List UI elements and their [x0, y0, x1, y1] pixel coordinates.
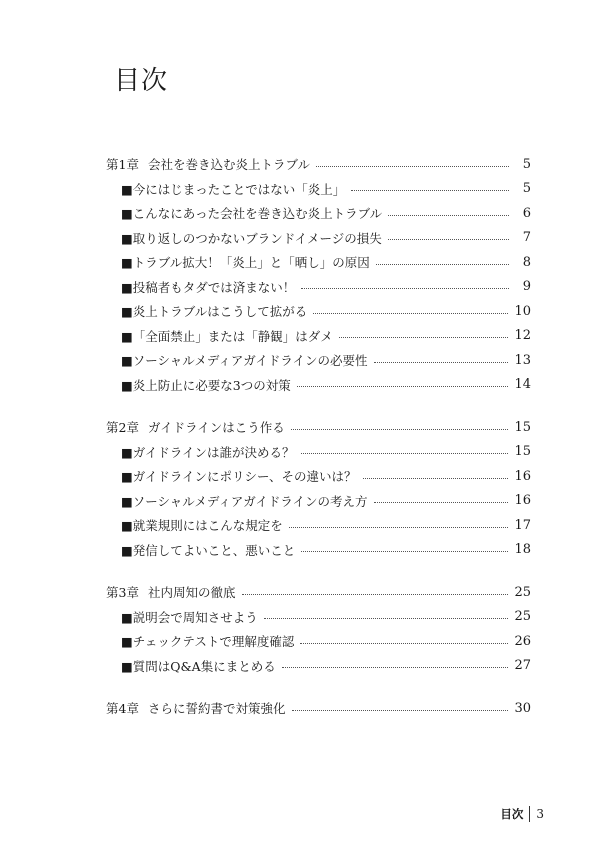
page-number: 12: [514, 328, 531, 344]
chapter-number: 第3章: [106, 585, 139, 601]
page-number: 26: [514, 633, 531, 649]
section-row[interactable]: [106, 489, 531, 514]
section-row[interactable]: [106, 275, 531, 300]
dot-leader: [313, 313, 508, 314]
chapter-title: さらに誓約書で対策強化: [148, 701, 286, 717]
dot-leader: [301, 288, 509, 289]
section-row[interactable]: [106, 464, 531, 489]
dot-leader: [388, 215, 509, 216]
section-row[interactable]: [106, 605, 531, 630]
section-row[interactable]: [106, 654, 531, 679]
page-number: 5: [522, 181, 531, 197]
dot-leader: [374, 502, 509, 503]
section-title: ■取り返しのつかないブランドイメージの損失: [121, 230, 382, 246]
section-row[interactable]: [106, 250, 531, 275]
section-row[interactable]: [106, 177, 531, 202]
chapter-row[interactable]: [106, 696, 531, 721]
chapter-number: 第1章: [106, 157, 139, 173]
page-number: 25: [514, 584, 531, 600]
section-row[interactable]: [106, 324, 531, 349]
page-number: 17: [514, 517, 531, 533]
page-number: 16: [514, 493, 531, 509]
section-row[interactable]: [106, 226, 531, 251]
footer-page-number: 3: [536, 807, 544, 821]
section-row[interactable]: [106, 513, 531, 538]
section-row[interactable]: [106, 201, 531, 226]
chapter-title: 会社を巻き込む炎上トラブル: [148, 157, 311, 173]
section-title: ■チェックテストで理解度確認: [121, 634, 295, 650]
section-title: ■トラブル拡大！「炎上」と「晒し」の原因: [121, 255, 370, 271]
page-number: 27: [514, 658, 531, 674]
dot-leader: [301, 453, 509, 454]
dot-leader: [297, 386, 509, 387]
page-number: 13: [514, 352, 531, 368]
section-title: ■今にはじまったことではない「炎上」: [121, 181, 346, 197]
dot-leader: [264, 618, 509, 619]
section-row[interactable]: [106, 373, 531, 398]
page-number: 25: [514, 609, 531, 625]
section-title: ■投稿者もタダでは済まない！: [121, 279, 296, 295]
dot-leader: [339, 337, 509, 338]
page-title: 目次: [114, 66, 169, 96]
page-number: 16: [514, 468, 531, 484]
chapter-row[interactable]: [106, 152, 531, 177]
section-title: ■「全面禁止」または「静観」はダメ: [121, 328, 333, 344]
section-title: ■炎上トラブルはこうして拡がる: [121, 304, 308, 320]
section-title: ■説明会で周知させよう: [121, 609, 258, 625]
page-number: 6: [522, 205, 531, 221]
dot-leader: [301, 551, 508, 552]
page-number: 7: [522, 230, 531, 246]
dot-leader: [289, 527, 509, 528]
page-number: 5: [522, 156, 531, 172]
chapter-number: 第4章: [106, 701, 139, 717]
chapter-number: 第2章: [106, 420, 139, 436]
chapter-title: 社内周知の徹底: [148, 585, 236, 601]
section-row[interactable]: [106, 629, 531, 654]
chapter-4: [106, 696, 531, 721]
dot-leader: [291, 429, 509, 430]
section-title: ■発信してよいこと、悪いこと: [121, 542, 296, 558]
dot-leader: [374, 362, 509, 363]
page-number: 18: [514, 542, 531, 558]
chapter-title: ガイドラインはこう作る: [148, 420, 285, 436]
section-row[interactable]: [106, 440, 531, 465]
section-title: ■就業規則にはこんな規定を: [121, 518, 283, 534]
footer-label: 目次: [500, 807, 524, 821]
page-footer: [500, 806, 544, 822]
page-number: 15: [514, 444, 531, 460]
dot-leader: [282, 667, 509, 668]
dot-leader: [316, 166, 509, 167]
dot-leader: [376, 264, 509, 265]
dot-leader: [242, 594, 509, 595]
page-number: 30: [514, 700, 531, 716]
dot-leader: [351, 190, 509, 191]
section-title: ■ガイドラインにポリシー、その違いは？: [121, 469, 357, 485]
section-row[interactable]: [106, 348, 531, 373]
chapter-2: [106, 415, 531, 562]
table-of-contents: [106, 152, 531, 739]
chapter-3: [106, 580, 531, 678]
dot-leader: [388, 239, 509, 240]
section-title: ■こんなにあった会社を巻き込む炎上トラブル: [121, 206, 383, 222]
chapter-row[interactable]: [106, 580, 531, 605]
page-number: 14: [514, 377, 531, 393]
page-number: 10: [514, 303, 531, 319]
page-number: 15: [514, 419, 531, 435]
section-title: ■炎上防止に必要な3つの対策: [121, 377, 291, 393]
dot-leader: [363, 478, 509, 479]
section-row[interactable]: [106, 299, 531, 324]
section-title: ■ソーシャルメディアガイドラインの必要性: [121, 353, 368, 369]
section-title: ■質問はQ&A集にまとめる: [121, 658, 276, 674]
page-number: 8: [522, 254, 531, 270]
dot-leader: [292, 710, 509, 711]
section-title: ■ガイドラインは誰が決める？: [121, 444, 295, 460]
section-row[interactable]: [106, 538, 531, 563]
chapter-row[interactable]: [106, 415, 531, 440]
page-number: 9: [522, 279, 531, 295]
section-title: ■ソーシャルメディアガイドラインの考え方: [121, 493, 368, 509]
footer-divider: [529, 806, 530, 822]
dot-leader: [300, 643, 508, 644]
chapter-1: [106, 152, 531, 397]
